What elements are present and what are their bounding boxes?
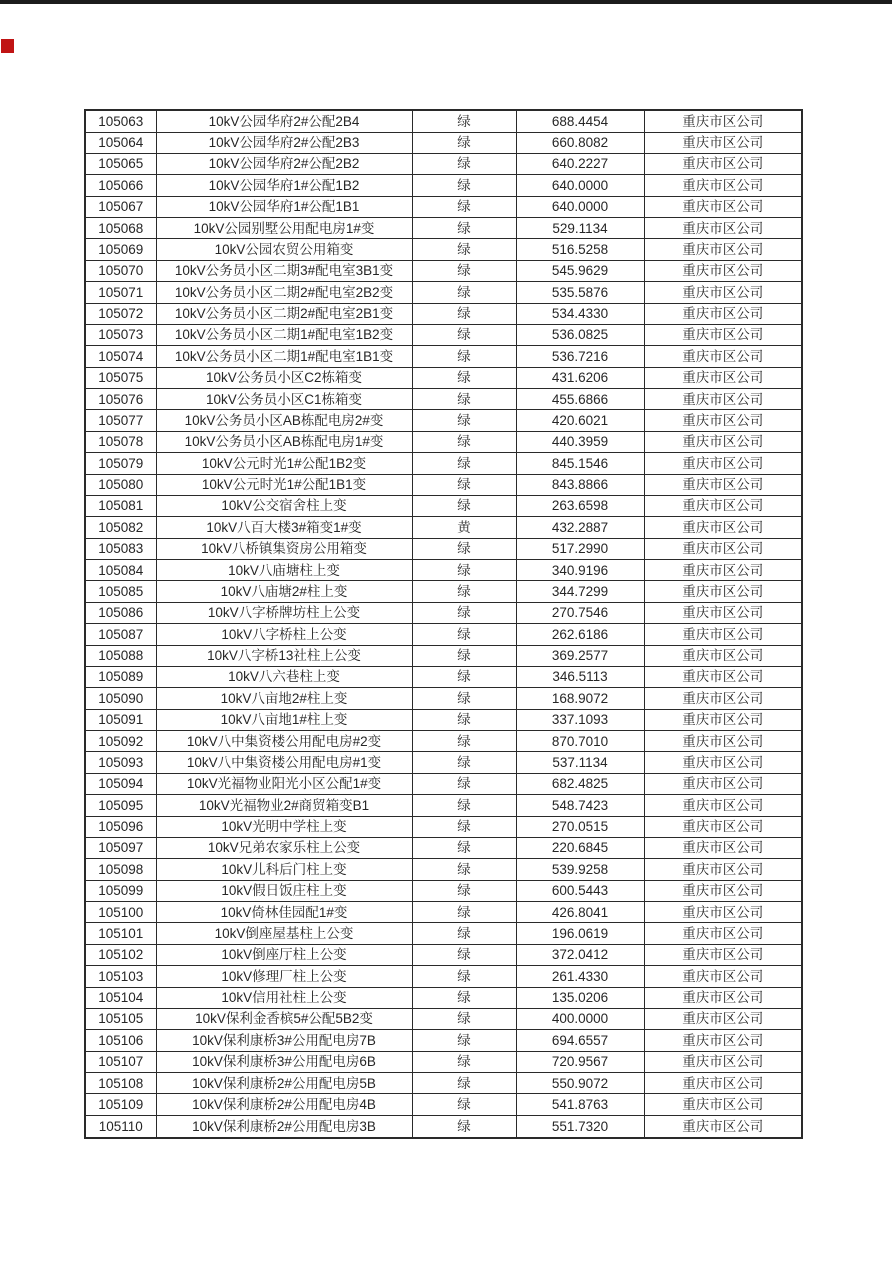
- cell-id: 105092: [85, 731, 156, 752]
- table-row: [85, 795, 802, 816]
- cell-company: 重庆市区公司: [644, 944, 802, 965]
- table-row: [85, 132, 802, 153]
- cell-company: 重庆市区公司: [644, 581, 802, 602]
- cell-id: 105084: [85, 560, 156, 581]
- cell-name: 10kV兄弟农家乐柱上公变: [156, 837, 412, 858]
- cell-value: 196.0619: [516, 923, 644, 944]
- cell-value: 536.0825: [516, 324, 644, 345]
- cell-id: 105069: [85, 239, 156, 260]
- cell-id: 105071: [85, 282, 156, 303]
- cell-name: 10kV公务员小区二期2#配电室2B2变: [156, 282, 412, 303]
- cell-name: 10kV八百大楼3#箱变1#变: [156, 517, 412, 538]
- cell-status: 绿: [412, 602, 516, 623]
- table-row: [85, 987, 802, 1008]
- cell-status: 绿: [412, 324, 516, 345]
- cell-company: 重庆市区公司: [644, 218, 802, 239]
- cell-status: 绿: [412, 260, 516, 281]
- cell-value: 346.5113: [516, 666, 644, 687]
- table-row: [85, 367, 802, 388]
- cell-company: 重庆市区公司: [644, 1115, 802, 1138]
- cell-value: 168.9072: [516, 688, 644, 709]
- cell-value: 535.5876: [516, 282, 644, 303]
- cell-status: 绿: [412, 944, 516, 965]
- page-top-edge-bar: [0, 0, 892, 4]
- cell-company: 重庆市区公司: [644, 132, 802, 153]
- table-row: [85, 837, 802, 858]
- cell-id: 105095: [85, 795, 156, 816]
- cell-value: 529.1134: [516, 218, 644, 239]
- cell-id: 105101: [85, 923, 156, 944]
- table-row: [85, 1051, 802, 1072]
- cell-name: 10kV公元时光1#公配1B1变: [156, 474, 412, 495]
- cell-id: 105081: [85, 495, 156, 516]
- cell-company: 重庆市区公司: [644, 795, 802, 816]
- cell-id: 105065: [85, 153, 156, 174]
- table-row: [85, 282, 802, 303]
- cell-company: 重庆市区公司: [644, 1073, 802, 1094]
- table-row: [85, 966, 802, 987]
- cell-value: 548.7423: [516, 795, 644, 816]
- cell-status: 绿: [412, 560, 516, 581]
- cell-company: 重庆市区公司: [644, 282, 802, 303]
- cell-id: 105109: [85, 1094, 156, 1115]
- cell-name: 10kV公园华府2#公配2B4: [156, 110, 412, 132]
- cell-company: 重庆市区公司: [644, 923, 802, 944]
- cell-id: 105093: [85, 752, 156, 773]
- cell-name: 10kV公务员小区AB栋配电房1#变: [156, 431, 412, 452]
- cell-company: 重庆市区公司: [644, 346, 802, 367]
- cell-value: 550.9072: [516, 1073, 644, 1094]
- cell-status: 绿: [412, 581, 516, 602]
- cell-company: 重庆市区公司: [644, 709, 802, 730]
- data-table: [84, 109, 803, 1139]
- cell-status: 绿: [412, 666, 516, 687]
- table-row: [85, 431, 802, 452]
- cell-id: 105073: [85, 324, 156, 345]
- cell-name: 10kV公园华府2#公配2B3: [156, 132, 412, 153]
- cell-status: 绿: [412, 389, 516, 410]
- table-row: [85, 773, 802, 794]
- cell-name: 10kV八字桥柱上公变: [156, 624, 412, 645]
- cell-company: 重庆市区公司: [644, 389, 802, 410]
- cell-company: 重庆市区公司: [644, 367, 802, 388]
- table-row: [85, 560, 802, 581]
- cell-value: 400.0000: [516, 1008, 644, 1029]
- cell-name: 10kV修理厂柱上公变: [156, 966, 412, 987]
- cell-name: 10kV光福物业2#商贸箱变B1: [156, 795, 412, 816]
- cell-id: 105107: [85, 1051, 156, 1072]
- cell-status: 绿: [412, 453, 516, 474]
- cell-company: 重庆市区公司: [644, 602, 802, 623]
- table-row: [85, 153, 802, 174]
- cell-id: 105088: [85, 645, 156, 666]
- cell-company: 重庆市区公司: [644, 303, 802, 324]
- table-row: [85, 752, 802, 773]
- cell-company: 重庆市区公司: [644, 859, 802, 880]
- cell-name: 10kV公务员小区二期2#配电室2B1变: [156, 303, 412, 324]
- cell-id: 105094: [85, 773, 156, 794]
- cell-value: 220.6845: [516, 837, 644, 858]
- cell-id: 105085: [85, 581, 156, 602]
- cell-id: 105075: [85, 367, 156, 388]
- cell-status: 绿: [412, 816, 516, 837]
- cell-name: 10kV保利康桥2#公用配电房5B: [156, 1073, 412, 1094]
- cell-status: 绿: [412, 902, 516, 923]
- cell-value: 660.8082: [516, 132, 644, 153]
- table-row: [85, 1073, 802, 1094]
- cell-id: 105087: [85, 624, 156, 645]
- cell-id: 105066: [85, 175, 156, 196]
- cell-value: 536.7216: [516, 346, 644, 367]
- cell-status: 绿: [412, 1073, 516, 1094]
- cell-name: 10kV八中集资楼公用配电房#2变: [156, 731, 412, 752]
- cell-value: 270.0515: [516, 816, 644, 837]
- table-row: [85, 196, 802, 217]
- cell-company: 重庆市区公司: [644, 666, 802, 687]
- table-row: [85, 218, 802, 239]
- table-row: [85, 538, 802, 559]
- cell-name: 10kV公交宿舍柱上变: [156, 495, 412, 516]
- cell-status: 绿: [412, 153, 516, 174]
- cell-name: 10kV光明中学柱上变: [156, 816, 412, 837]
- cell-id: 105064: [85, 132, 156, 153]
- table-row: [85, 389, 802, 410]
- cell-name: 10kV公园华府1#公配1B2: [156, 175, 412, 196]
- table-row: [85, 346, 802, 367]
- table-row: [85, 880, 802, 901]
- cell-id: 105108: [85, 1073, 156, 1094]
- cell-status: 绿: [412, 987, 516, 1008]
- cell-value: 640.0000: [516, 196, 644, 217]
- cell-status: 绿: [412, 795, 516, 816]
- cell-status: 绿: [412, 645, 516, 666]
- cell-id: 105063: [85, 110, 156, 132]
- table-row: [85, 453, 802, 474]
- cell-value: 263.6598: [516, 495, 644, 516]
- table-row: [85, 110, 802, 132]
- cell-company: 重庆市区公司: [644, 453, 802, 474]
- cell-id: 105102: [85, 944, 156, 965]
- cell-name: 10kV八桥镇集资房公用箱变: [156, 538, 412, 559]
- cell-id: 105104: [85, 987, 156, 1008]
- cell-name: 10kV公务员小区AB栋配电房2#变: [156, 410, 412, 431]
- table-row: [85, 624, 802, 645]
- cell-id: 105103: [85, 966, 156, 987]
- cell-name: 10kV倚林佳园配1#变: [156, 902, 412, 923]
- cell-id: 105091: [85, 709, 156, 730]
- cell-id: 105074: [85, 346, 156, 367]
- cell-status: 绿: [412, 431, 516, 452]
- table-body: [85, 110, 802, 1138]
- cell-value: 843.8866: [516, 474, 644, 495]
- cell-id: 105110: [85, 1115, 156, 1138]
- cell-value: 541.8763: [516, 1094, 644, 1115]
- cell-id: 105080: [85, 474, 156, 495]
- cell-value: 720.9567: [516, 1051, 644, 1072]
- cell-name: 10kV倒座厅柱上公变: [156, 944, 412, 965]
- cell-company: 重庆市区公司: [644, 816, 802, 837]
- table-row: [85, 944, 802, 965]
- cell-name: 10kV八庙塘2#柱上变: [156, 581, 412, 602]
- cell-value: 688.4454: [516, 110, 644, 132]
- table-row: [85, 239, 802, 260]
- cell-status: 绿: [412, 752, 516, 773]
- cell-company: 重庆市区公司: [644, 239, 802, 260]
- table-row: [85, 859, 802, 880]
- cell-status: 绿: [412, 731, 516, 752]
- cell-name: 10kV光福物业阳光小区公配1#变: [156, 773, 412, 794]
- cell-value: 539.9258: [516, 859, 644, 880]
- cell-value: 870.7010: [516, 731, 644, 752]
- cell-company: 重庆市区公司: [644, 688, 802, 709]
- cell-status: 黄: [412, 517, 516, 538]
- cell-value: 372.0412: [516, 944, 644, 965]
- cell-status: 绿: [412, 239, 516, 260]
- cell-id: 105068: [85, 218, 156, 239]
- cell-status: 绿: [412, 923, 516, 944]
- cell-status: 绿: [412, 303, 516, 324]
- cell-value: 135.0206: [516, 987, 644, 1008]
- cell-name: 10kV公务员小区二期1#配电室1B1变: [156, 346, 412, 367]
- cell-status: 绿: [412, 110, 516, 132]
- cell-name: 10kV公务员小区二期1#配电室1B2变: [156, 324, 412, 345]
- cell-status: 绿: [412, 709, 516, 730]
- cell-name: 10kV公务员小区C1栋箱变: [156, 389, 412, 410]
- cell-id: 105100: [85, 902, 156, 923]
- cell-company: 重庆市区公司: [644, 474, 802, 495]
- table-row: [85, 923, 802, 944]
- cell-status: 绿: [412, 538, 516, 559]
- cell-company: 重庆市区公司: [644, 196, 802, 217]
- cell-value: 270.7546: [516, 602, 644, 623]
- cell-status: 绿: [412, 282, 516, 303]
- cell-name: 10kV八亩地1#柱上变: [156, 709, 412, 730]
- cell-company: 重庆市区公司: [644, 153, 802, 174]
- cell-company: 重庆市区公司: [644, 731, 802, 752]
- table-row: [85, 1115, 802, 1138]
- cell-status: 绿: [412, 966, 516, 987]
- cell-value: 261.4330: [516, 966, 644, 987]
- cell-name: 10kV八亩地2#柱上变: [156, 688, 412, 709]
- cell-value: 420.6021: [516, 410, 644, 431]
- cell-value: 551.7320: [516, 1115, 644, 1138]
- cell-name: 10kV八中集资楼公用配电房#1变: [156, 752, 412, 773]
- table-row: [85, 816, 802, 837]
- cell-status: 绿: [412, 196, 516, 217]
- cell-status: 绿: [412, 1115, 516, 1138]
- cell-status: 绿: [412, 1030, 516, 1051]
- cell-company: 重庆市区公司: [644, 902, 802, 923]
- cell-value: 845.1546: [516, 453, 644, 474]
- cell-status: 绿: [412, 367, 516, 388]
- table-row: [85, 410, 802, 431]
- cell-id: 105076: [85, 389, 156, 410]
- cell-company: 重庆市区公司: [644, 645, 802, 666]
- cell-value: 694.6557: [516, 1030, 644, 1051]
- cell-id: 105098: [85, 859, 156, 880]
- cell-id: 105089: [85, 666, 156, 687]
- cell-id: 105083: [85, 538, 156, 559]
- cell-company: 重庆市区公司: [644, 880, 802, 901]
- cell-status: 绿: [412, 346, 516, 367]
- cell-name: 10kV保利康桥3#公用配电房6B: [156, 1051, 412, 1072]
- cell-company: 重庆市区公司: [644, 773, 802, 794]
- cell-company: 重庆市区公司: [644, 1008, 802, 1029]
- cell-status: 绿: [412, 688, 516, 709]
- cell-status: 绿: [412, 218, 516, 239]
- cell-name: 10kV保利康桥2#公用配电房4B: [156, 1094, 412, 1115]
- cell-company: 重庆市区公司: [644, 966, 802, 987]
- table-row: [85, 474, 802, 495]
- cell-value: 440.3959: [516, 431, 644, 452]
- cell-status: 绿: [412, 1051, 516, 1072]
- cell-name: 10kV保利康桥2#公用配电房3B: [156, 1115, 412, 1138]
- table-row: [85, 324, 802, 345]
- cell-company: 重庆市区公司: [644, 560, 802, 581]
- cell-id: 105072: [85, 303, 156, 324]
- cell-id: 105097: [85, 837, 156, 858]
- cell-id: 105086: [85, 602, 156, 623]
- cell-company: 重庆市区公司: [644, 1030, 802, 1051]
- cell-name: 10kV八字桥13社柱上公变: [156, 645, 412, 666]
- cell-value: 369.2577: [516, 645, 644, 666]
- cell-value: 534.4330: [516, 303, 644, 324]
- table-row: [85, 260, 802, 281]
- cell-status: 绿: [412, 1094, 516, 1115]
- cell-name: 10kV信用社柱上公变: [156, 987, 412, 1008]
- cell-value: 640.0000: [516, 175, 644, 196]
- cell-status: 绿: [412, 859, 516, 880]
- cell-company: 重庆市区公司: [644, 324, 802, 345]
- table-row: [85, 1008, 802, 1029]
- cell-company: 重庆市区公司: [644, 752, 802, 773]
- red-mark: [1, 39, 14, 53]
- table-row: [85, 1094, 802, 1115]
- cell-value: 431.6206: [516, 367, 644, 388]
- cell-value: 545.9629: [516, 260, 644, 281]
- cell-company: 重庆市区公司: [644, 260, 802, 281]
- cell-value: 640.2227: [516, 153, 644, 174]
- cell-status: 绿: [412, 175, 516, 196]
- cell-value: 426.8041: [516, 902, 644, 923]
- cell-value: 262.6186: [516, 624, 644, 645]
- table-row: [85, 902, 802, 923]
- cell-company: 重庆市区公司: [644, 624, 802, 645]
- table-row: [85, 731, 802, 752]
- cell-value: 337.1093: [516, 709, 644, 730]
- cell-value: 682.4825: [516, 773, 644, 794]
- cell-value: 340.9196: [516, 560, 644, 581]
- cell-company: 重庆市区公司: [644, 110, 802, 132]
- cell-company: 重庆市区公司: [644, 1051, 802, 1072]
- cell-company: 重庆市区公司: [644, 431, 802, 452]
- cell-name: 10kV保利康桥3#公用配电房7B: [156, 1030, 412, 1051]
- cell-id: 105105: [85, 1008, 156, 1029]
- table-row: [85, 517, 802, 538]
- cell-value: 517.2990: [516, 538, 644, 559]
- cell-name: 10kV公务员小区C2栋箱变: [156, 367, 412, 388]
- cell-status: 绿: [412, 1008, 516, 1029]
- cell-name: 10kV公元时光1#公配1B2变: [156, 453, 412, 474]
- table-row: [85, 666, 802, 687]
- cell-value: 455.6866: [516, 389, 644, 410]
- cell-value: 432.2887: [516, 517, 644, 538]
- cell-status: 绿: [412, 132, 516, 153]
- cell-name: 10kV公务员小区二期3#配电室3B1变: [156, 260, 412, 281]
- table-row: [85, 175, 802, 196]
- cell-status: 绿: [412, 495, 516, 516]
- table-row: [85, 709, 802, 730]
- cell-company: 重庆市区公司: [644, 517, 802, 538]
- cell-id: 105096: [85, 816, 156, 837]
- cell-id: 105099: [85, 880, 156, 901]
- cell-id: 105090: [85, 688, 156, 709]
- table-row: [85, 581, 802, 602]
- cell-status: 绿: [412, 837, 516, 858]
- cell-id: 105106: [85, 1030, 156, 1051]
- cell-name: 10kV八六巷柱上变: [156, 666, 412, 687]
- cell-name: 10kV公园华府1#公配1B1: [156, 196, 412, 217]
- cell-name: 10kV八字桥牌坊柱上公变: [156, 602, 412, 623]
- table-row: [85, 1030, 802, 1051]
- cell-name: 10kV假日饭庄柱上变: [156, 880, 412, 901]
- cell-company: 重庆市区公司: [644, 175, 802, 196]
- cell-company: 重庆市区公司: [644, 495, 802, 516]
- cell-name: 10kV八庙塘柱上变: [156, 560, 412, 581]
- cell-status: 绿: [412, 624, 516, 645]
- cell-value: 537.1134: [516, 752, 644, 773]
- cell-id: 105082: [85, 517, 156, 538]
- cell-name: 10kV儿科后门柱上变: [156, 859, 412, 880]
- table-row: [85, 602, 802, 623]
- cell-company: 重庆市区公司: [644, 538, 802, 559]
- table-row: [85, 645, 802, 666]
- cell-status: 绿: [412, 773, 516, 794]
- cell-id: 105070: [85, 260, 156, 281]
- cell-status: 绿: [412, 410, 516, 431]
- cell-name: 10kV保利金香槟5#公配5B2变: [156, 1008, 412, 1029]
- cell-status: 绿: [412, 474, 516, 495]
- cell-company: 重庆市区公司: [644, 410, 802, 431]
- cell-value: 516.5258: [516, 239, 644, 260]
- cell-id: 105067: [85, 196, 156, 217]
- cell-status: 绿: [412, 880, 516, 901]
- cell-id: 105077: [85, 410, 156, 431]
- cell-company: 重庆市区公司: [644, 1094, 802, 1115]
- cell-value: 344.7299: [516, 581, 644, 602]
- cell-value: 600.5443: [516, 880, 644, 901]
- cell-id: 105078: [85, 431, 156, 452]
- cell-company: 重庆市区公司: [644, 987, 802, 1008]
- cell-name: 10kV倒座屋基柱上公变: [156, 923, 412, 944]
- cell-company: 重庆市区公司: [644, 837, 802, 858]
- cell-name: 10kV公园华府2#公配2B2: [156, 153, 412, 174]
- cell-name: 10kV公园别墅公用配电房1#变: [156, 218, 412, 239]
- table-row: [85, 495, 802, 516]
- table-row: [85, 303, 802, 324]
- cell-name: 10kV公园农贸公用箱变: [156, 239, 412, 260]
- cell-id: 105079: [85, 453, 156, 474]
- table-row: [85, 688, 802, 709]
